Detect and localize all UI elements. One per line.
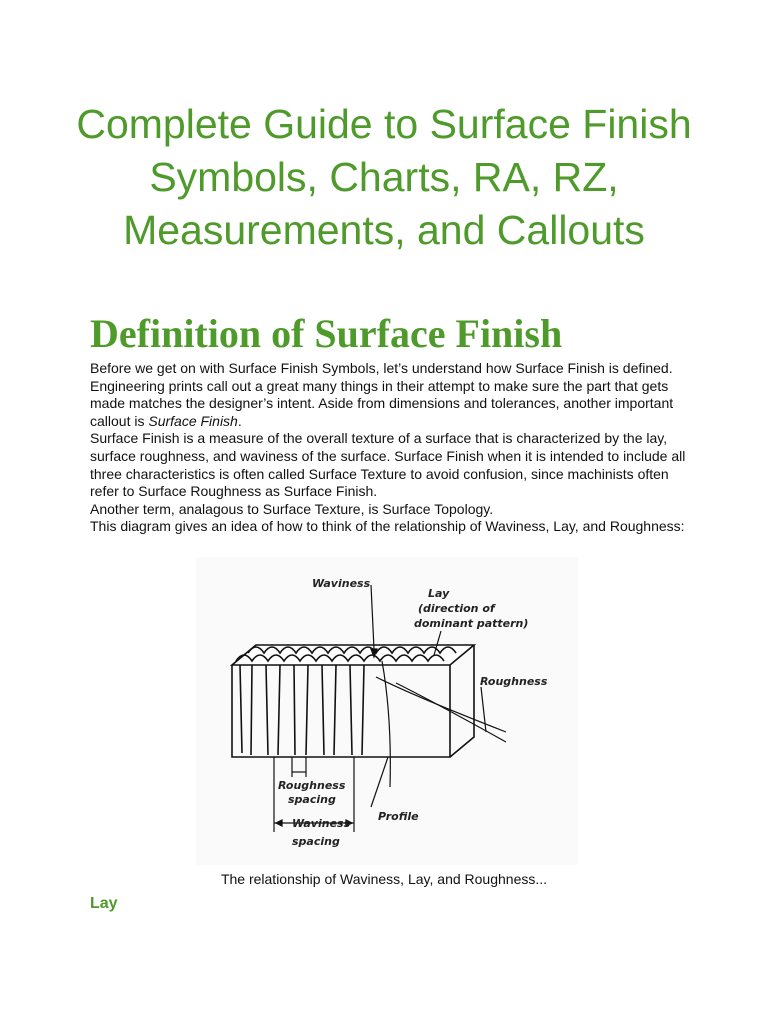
label-lay: Lay [428, 587, 450, 600]
paragraph-4: This diagram gives an idea of how to think of the relationship of Waviness, Lay, and Roughness: [90, 518, 685, 535]
paragraph-2: Surface Finish is a measure of the overall texture of a surface that is characterized by the lay, surface roughness, and waviness of the surface. Surface Finish when it is intended to include all three characteristics is often called Surface Texture to avoid confusion, since machinists often refer to Surface Roughness as Surface Finish. [90, 430, 686, 500]
label-lay-direction: (direction of [418, 602, 495, 615]
surface-texture-diagram [196, 557, 578, 865]
emphasis-surface-finish: Surface Finish [148, 412, 238, 429]
label-roughness-spacing: Roughness [278, 779, 346, 792]
label-profile: Profile [378, 810, 419, 823]
label-waviness-spacing: Waviness [292, 817, 351, 830]
paragraph-3: Another term, analagous to Surface Texture, is Surface Topology. [90, 500, 494, 517]
paragraph-1: Before we get on with Surface Finish Symbols, let’s understand how Surface Finish is defined. Engineering prints call out a great many things in their attempt to make sure the part that gets made matches the designer’s intent. Aside from dimensions and tolerances, another important callout is Surface Finish. [90, 360, 674, 429]
label-lay-pattern: dominant pattern) [414, 617, 529, 630]
page-title: Complete Guide to Surface Finish Symbols, Charts, RA, RZ, Measurements, and Callouts [76, 101, 692, 253]
figure-caption: The relationship of Waviness, Lay, and Roughness... [220, 871, 548, 887]
lay-heading: Lay [90, 895, 118, 912]
label-waviness-spacing-2: spacing [292, 835, 340, 848]
diagram-svg [196, 557, 578, 865]
body-text [90, 360, 690, 536]
section-heading: Definition of Surface Finish [90, 311, 563, 356]
label-roughness-spacing-2: spacing [288, 793, 336, 806]
label-waviness: Waviness [312, 577, 371, 590]
label-roughness: Roughness [480, 675, 548, 688]
